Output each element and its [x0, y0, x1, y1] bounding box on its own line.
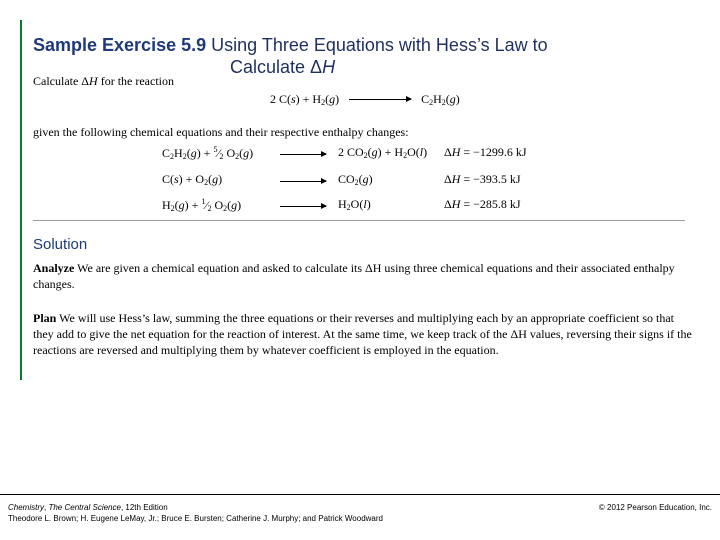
- plan-paragraph: [33, 310, 693, 358]
- target-reaction: [270, 92, 460, 107]
- analyze-label: Analyze: [33, 261, 75, 275]
- title-line2: Calculate ΔH: [230, 57, 336, 77]
- plan-label: Plan: [33, 311, 57, 325]
- footer-citation: [8, 502, 383, 524]
- equation-dh: ΔH = −1299.6 kJ: [444, 145, 527, 159]
- title-exercise-number: Sample Exercise 5.9: [33, 35, 207, 55]
- analyze-paragraph: [33, 260, 693, 292]
- reaction-arrow-icon: [349, 99, 411, 100]
- given-text: given the following chemical equations and their respective enthalpy changes:: [33, 125, 409, 139]
- plan-text: We will use Hess’s law, summing the three equations or their reverses and multiplying each by an appropriate coefficient so that they add to give the net equation for the reaction of interest. At the same time, we keep track of the ΔH values, reversing their signs if the reactions are reversed and multiplying them by whatever coefficient is employed in the equation.: [33, 311, 692, 357]
- reaction-reactants: 2 $C(s) + H_2(g)$: [270, 92, 340, 107]
- equation-dh: ΔH = −393.5 kJ: [444, 172, 521, 186]
- slide-title: [33, 34, 693, 78]
- footer-copyright: © 2012 Pearson Education, Inc.: [598, 503, 712, 512]
- analyze-text: We are given a chemical equation and asked to calculate its ΔH using three chemical equations and their associated enthalpy changes.: [33, 261, 675, 291]
- footer-book: Chemistry, The Central Science, 12th Edition: [8, 503, 168, 512]
- title-text: Using Three Equations with Hess’s Law to: [211, 35, 548, 55]
- arrow-icon: [280, 181, 326, 182]
- solution-heading: Solution: [33, 236, 88, 253]
- equation-dh: ΔH = −285.8 kJ: [444, 197, 521, 211]
- reaction-products: $C_2H_2(g)$: [421, 92, 460, 107]
- equation-lhs: $C_2H_2(g)$ + $^5⁄_2$ $O_2(g)$: [162, 145, 254, 161]
- equation-rhs: 2 $CO_2(g) + H_2O(l)$: [338, 145, 428, 160]
- equation-lhs: $C(s) + O_2(g)$: [162, 172, 223, 187]
- arrow-icon: [280, 154, 326, 155]
- equation-rhs: $CO_2(g)$: [338, 172, 373, 187]
- section-divider: [33, 220, 685, 221]
- footer-authors: Theodore L. Brown; H. Eugene LeMay, Jr.; Bruce E. Bursten; Catherine J. Murphy; and Patrick Woodward: [8, 514, 383, 523]
- accent-bar: [20, 20, 22, 380]
- equation-lhs: $H_2(g)$ + $^1⁄_2$ $O_2(g)$: [162, 197, 242, 213]
- equation-rhs: $H_2O(l)$: [338, 197, 371, 212]
- footer-divider: [0, 494, 720, 495]
- calculate-instruction: Calculate ΔH for the reaction: [33, 74, 174, 88]
- arrow-icon: [280, 206, 326, 207]
